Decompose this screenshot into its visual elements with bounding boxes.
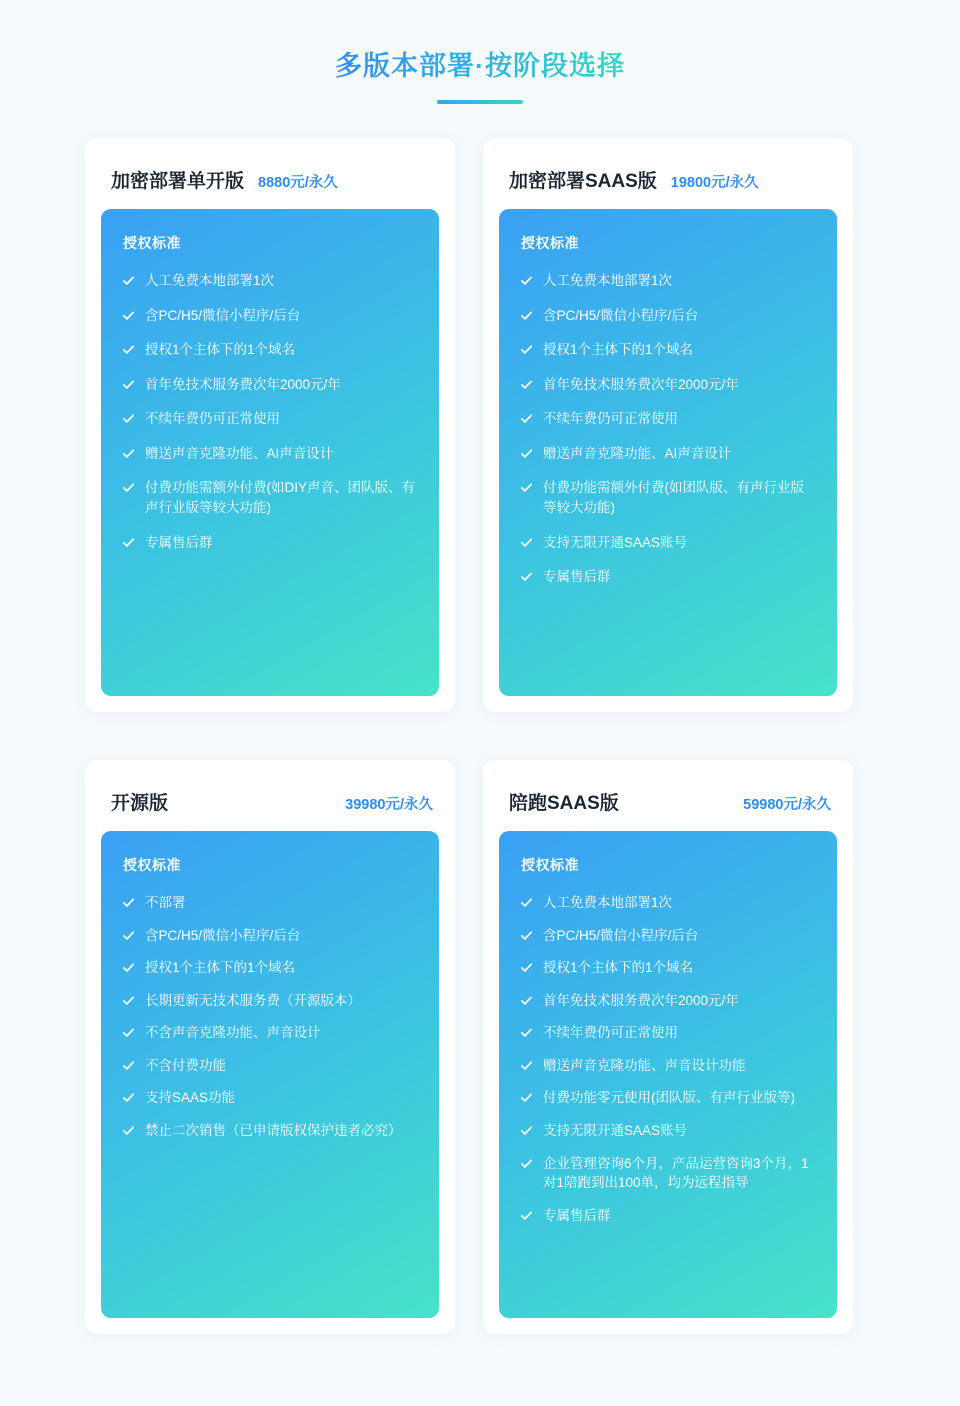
plan-card-header [101, 158, 439, 209]
feature-text: 人工免费本地部署1次 [543, 273, 673, 288]
list-item [519, 340, 817, 360]
plan-name: 加密部署SAAS版 [509, 171, 657, 192]
check-icon [519, 446, 534, 461]
feature-text: 专属售后群 [543, 1207, 611, 1223]
check-icon [121, 535, 136, 550]
list-item [121, 340, 419, 360]
list-item [519, 1088, 817, 1108]
feature-text: 专属售后群 [543, 569, 611, 585]
list-item [121, 1056, 419, 1076]
plan-price: 59980元/永久 [743, 797, 831, 813]
check-icon [519, 1025, 534, 1040]
plan-card-header [499, 780, 837, 831]
check-icon [519, 1090, 534, 1105]
plan-name: 加密部署单开版 [111, 171, 245, 192]
list-item [519, 409, 817, 429]
list-item [121, 958, 419, 978]
feature-text: 含PC/H5/微信小程序/后台 [543, 927, 699, 943]
check-icon [519, 535, 534, 550]
list-item [519, 1056, 817, 1076]
feature-text: 含PC/H5/微信小程序/后台 [543, 307, 699, 323]
list-item [519, 306, 817, 326]
plan-card[interactable] [85, 138, 455, 712]
feature-text: 不含声音克隆功能、声音设计 [145, 1025, 321, 1041]
list-item [121, 444, 419, 464]
feature-text: 授权1个主体下的1个域名 [543, 342, 694, 358]
panel-title: 授权标准 [123, 235, 181, 251]
list-item [121, 1121, 419, 1141]
feature-text: 企业管理咨询6个月，产品运营咨询3个月，1对1陪跑到出100单，均为远程指导 [543, 1155, 809, 1191]
feature-text: 付费功能需额外付费(如DIY声音、团队版、有声行业版等较大功能) [145, 480, 415, 515]
check-icon [121, 928, 136, 943]
list-item [519, 1154, 817, 1193]
check-icon [519, 1058, 534, 1073]
check-icon [519, 1208, 534, 1223]
title-underline [437, 100, 523, 104]
list-item [121, 1088, 419, 1108]
check-icon [121, 960, 136, 975]
check-icon [519, 273, 534, 288]
page-title: 多版本部署·按阶段选择 [335, 44, 625, 83]
list-item [519, 1023, 817, 1043]
plan-feature-panel [499, 209, 837, 696]
plan-card[interactable] [483, 138, 853, 712]
check-icon [519, 1123, 534, 1138]
check-icon [121, 1090, 136, 1105]
feature-text: 支持无限开通SAAS账号 [543, 1122, 688, 1138]
check-icon [121, 308, 136, 323]
check-icon [121, 895, 136, 910]
list-item [121, 893, 419, 913]
check-icon [121, 342, 136, 357]
feature-text: 不含付费功能 [145, 1057, 226, 1073]
plan-card[interactable] [483, 760, 853, 1334]
feature-text: 赠送声音克隆功能、AI声音设计 [145, 445, 334, 461]
feature-text: 人工免费本地部署1次 [145, 273, 275, 288]
check-icon [121, 993, 136, 1008]
list-item [121, 306, 419, 326]
feature-list [121, 893, 419, 1141]
list-item [121, 533, 419, 553]
feature-text: 含PC/H5/微信小程序/后台 [145, 307, 301, 323]
feature-text: 赠送声音克隆功能、声音设计功能 [543, 1057, 746, 1073]
check-icon [519, 895, 534, 910]
feature-list [519, 271, 817, 587]
list-item [519, 1121, 817, 1141]
list-item [519, 991, 817, 1011]
check-icon [121, 480, 136, 495]
feature-text: 人工免费本地部署1次 [543, 895, 673, 910]
check-icon [121, 1123, 136, 1138]
panel-title: 授权标准 [521, 235, 579, 251]
list-item [519, 893, 817, 913]
feature-text: 首年免技术服务费次年2000元/年 [543, 992, 739, 1008]
check-icon [519, 960, 534, 975]
list-item [121, 1023, 419, 1043]
list-item [519, 271, 817, 291]
feature-text: 含PC/H5/微信小程序/后台 [145, 927, 301, 943]
check-icon [121, 377, 136, 392]
list-item [519, 926, 817, 946]
panel-title: 授权标准 [521, 857, 579, 873]
check-icon [121, 411, 136, 426]
list-item [519, 533, 817, 553]
feature-text: 不续年费仍可正常使用 [543, 411, 678, 427]
list-item [121, 375, 419, 395]
feature-text: 不续年费仍可正常使用 [543, 1025, 678, 1041]
feature-text: 长期更新无技术服务费（开源版本） [145, 992, 361, 1008]
feature-text: 授权1个主体下的1个域名 [145, 960, 296, 976]
check-icon [121, 446, 136, 461]
plan-card-header [499, 158, 837, 209]
feature-text: 首年免技术服务费次年2000元/年 [543, 376, 739, 392]
plan-price: 39980元/永久 [345, 797, 433, 813]
plan-price: 8880元/永久 [258, 175, 338, 191]
plan-card-grid [85, 138, 875, 1334]
feature-text: 支持无限开通SAAS账号 [543, 534, 688, 550]
check-icon [121, 273, 136, 288]
list-item [519, 444, 817, 464]
plan-name: 开源版 [111, 793, 169, 814]
check-icon [519, 928, 534, 943]
page-header [0, 44, 960, 104]
list-item [519, 478, 817, 517]
feature-text: 首年免技术服务费次年2000元/年 [145, 376, 341, 392]
plan-card[interactable] [85, 760, 455, 1334]
feature-list [519, 893, 817, 1225]
check-icon [519, 308, 534, 323]
check-icon [121, 1058, 136, 1073]
plan-price: 19800元/永久 [670, 175, 759, 191]
list-item [519, 375, 817, 395]
feature-text: 付费功能零元使用(团队版、有声行业版等) [543, 1090, 795, 1106]
list-item [121, 991, 419, 1011]
list-item [519, 958, 817, 978]
list-item [121, 409, 419, 429]
list-item [121, 271, 419, 291]
check-icon [519, 411, 534, 426]
check-icon [519, 993, 534, 1008]
feature-text: 支持SAAS功能 [145, 1090, 236, 1106]
plan-card-header [101, 780, 439, 831]
plan-name: 陪跑SAAS版 [509, 793, 619, 814]
check-icon [519, 480, 534, 495]
feature-text: 赠送声音克隆功能、AI声音设计 [543, 445, 732, 461]
check-icon [519, 569, 534, 584]
check-icon [519, 377, 534, 392]
check-icon [121, 1025, 136, 1040]
feature-text: 授权1个主体下的1个域名 [145, 342, 296, 358]
plan-feature-panel [499, 831, 837, 1318]
list-item [519, 567, 817, 587]
feature-list [121, 271, 419, 552]
list-item [121, 926, 419, 946]
feature-text: 专属售后群 [145, 534, 213, 550]
feature-text: 不部署 [145, 895, 186, 910]
check-icon [519, 342, 534, 357]
feature-text: 授权1个主体下的1个域名 [543, 960, 694, 976]
panel-title: 授权标准 [123, 857, 181, 873]
feature-text: 不续年费仍可正常使用 [145, 411, 280, 427]
check-icon [519, 1156, 534, 1171]
plan-feature-panel [101, 831, 439, 1318]
list-item [519, 1206, 817, 1226]
feature-text: 禁止二次销售（已申请版权保护违者必究） [145, 1122, 402, 1138]
list-item [121, 478, 419, 517]
feature-text: 付费功能需额外付费(如团队版、有声行业版等较大功能) [543, 480, 804, 515]
plan-feature-panel [101, 209, 439, 696]
